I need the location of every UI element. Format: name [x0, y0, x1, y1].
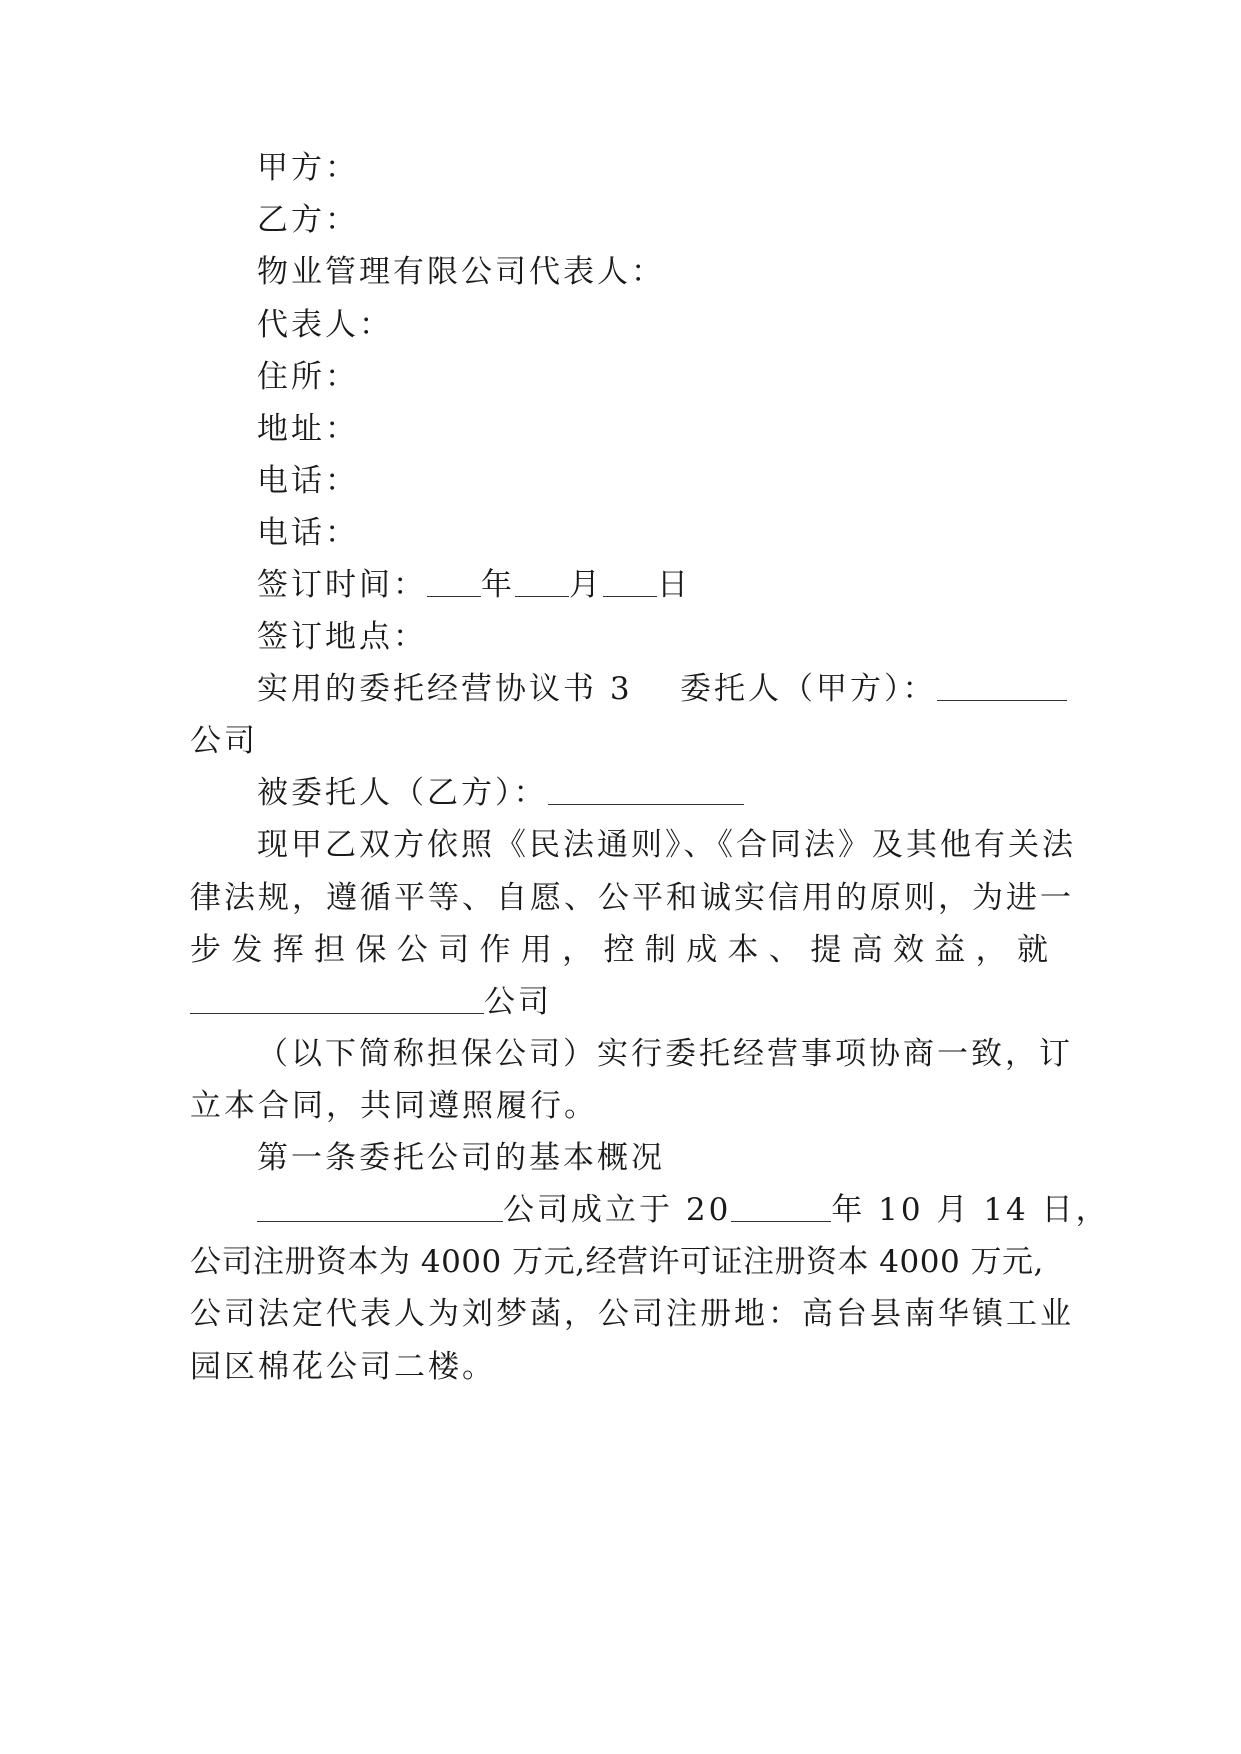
establishment-line: [257, 1190, 1110, 1230]
signing-place-line: 签订地点：: [257, 619, 427, 655]
address-line: 地址：: [257, 411, 359, 447]
paragraph-line: 现甲乙双方依照《民法通则》、《合同法》及其他有关法: [257, 827, 1076, 863]
entrusting-party-line: [680, 669, 1067, 709]
entrusted-party-blank: [548, 776, 744, 805]
signing-date-line: [257, 565, 691, 605]
article-heading: 第一条委托公司的基本概况: [257, 1140, 665, 1176]
representative-line: 代表人：: [257, 307, 393, 343]
phone-line-2: 电话：: [257, 515, 359, 551]
paragraph-line: 园区棉花公司二楼。: [190, 1349, 496, 1385]
paragraph-line: 立本合同，共同遵照履行。: [190, 1088, 598, 1124]
guarantee-company-line: [190, 982, 552, 1022]
entrusted-party-label: 被委托人（乙方）：: [257, 775, 548, 811]
signing-date-label: 签订时间：: [257, 567, 427, 603]
establishment-date-text: 年 10 月 14 日，: [831, 1192, 1110, 1228]
month-blank: [515, 568, 569, 597]
establishment-text: 公司成立于 20: [503, 1192, 732, 1228]
paragraph-line: 公司法定代表人为刘梦菡，公司注册地：高台县南华镇工业: [190, 1296, 1074, 1332]
day-blank: [603, 568, 657, 597]
month-label: 月: [569, 567, 603, 603]
agreement-title: 实用的委托经营协议书 3: [257, 671, 633, 707]
guarantee-company-blank: [190, 985, 484, 1014]
agreement-title-line: [257, 669, 633, 709]
year-blank: [427, 568, 481, 597]
paragraph-line: 律法规，遵循平等、自愿、公平和诚实信用的原则，为进一: [190, 880, 1074, 916]
year-suffix-blank: [731, 1193, 831, 1222]
property-company-representative-line: 物业管理有限公司代表人：: [257, 254, 665, 290]
company-name-blank: [257, 1193, 503, 1222]
entrusted-party-line: [257, 773, 744, 813]
paragraph-line: 公司注册资本为 4000 万元,经营许可证注册资本 4000 万元,: [190, 1244, 1044, 1280]
year-label: 年: [481, 567, 515, 603]
day-label: 日: [657, 567, 691, 603]
paragraph-line: 步发挥担保公司作用，控制成本、提高效益，就: [190, 932, 1048, 968]
entrusting-party-blank: [937, 672, 1067, 701]
residence-line: 住所：: [257, 359, 359, 395]
entrusting-party-label: 委托人（甲方）：: [680, 671, 937, 707]
party-b-line: 乙方：: [257, 202, 359, 238]
party-a-line: 甲方：: [257, 150, 359, 186]
phone-line-1: 电话：: [257, 463, 359, 499]
company-line: 公司: [190, 723, 258, 759]
paragraph-line: （以下简称担保公司）实行委托经营事项协商一致，订: [257, 1036, 1073, 1072]
guarantee-company-label: 公司: [484, 984, 552, 1020]
